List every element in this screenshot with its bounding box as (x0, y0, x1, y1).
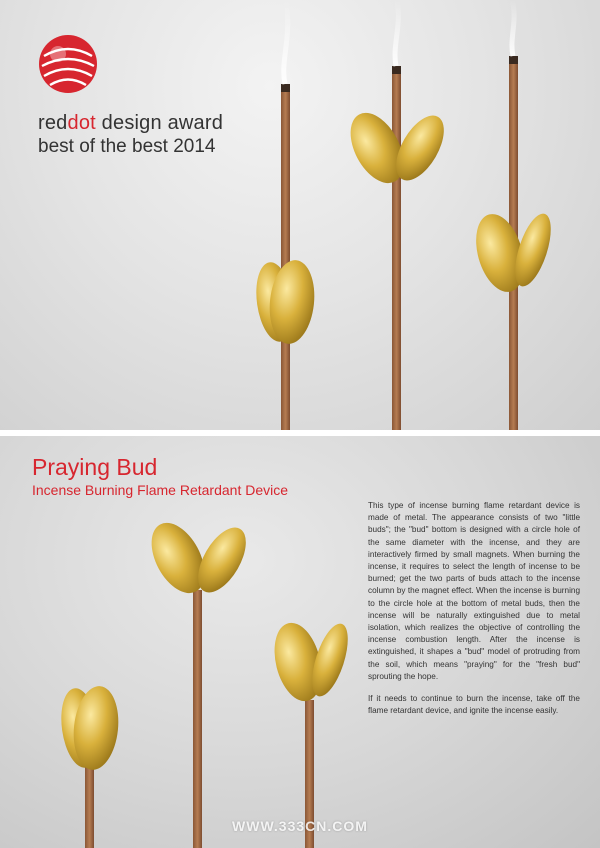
award-suffix: design award (95, 112, 224, 134)
gold-bud-top-left (252, 258, 319, 346)
award-name (38, 112, 223, 135)
product-description (368, 500, 580, 727)
description-paragraph-2: If it needs to continue to burn the incense, take off the flame retardant device, and ignite the incense easily. (368, 694, 580, 716)
gold-bud-bottom-right (267, 618, 355, 706)
gold-bud-bottom-middle (141, 514, 256, 602)
reddot-logo-icon (38, 34, 98, 94)
incense-stick-top-middle (392, 0, 401, 430)
incense-stick-top-left (281, 0, 290, 430)
award-subline: best of the best 2014 (38, 136, 216, 157)
product-subtitle: Incense Burning Flame Retardant Device (32, 482, 289, 498)
award-prefix: red (38, 112, 68, 134)
incense-stick-bottom-middle (193, 590, 202, 848)
incense-stick-bottom-left (85, 760, 94, 848)
award-highlight: dot (67, 112, 96, 134)
site-watermark: WWW.333CN.COM (232, 818, 368, 834)
product-title: Praying Bud (32, 454, 158, 480)
incense-stick-top-right (509, 0, 518, 430)
gold-bud-bottom-left (57, 684, 123, 772)
description-paragraph-1: This type of incense burning flame retardant device is made of metal. The appearance consists of two "little buds"; the "bud" bottom is designed with a circle hole of the same diameter with the incense, and they are interactively firmed by small magnets. When burning the incense, it requires to select the length of incense to be burned; get the two parts of buds attach to the incense column by the magnet effect. When the incense is burning to the circle hole at the bottom of metal buds, then the incense will be naturally extinguished due to metal isolation, which realizes the objective of controlling the incense combustion length. After the incense is extinguished, it shapes a "bud" model of protruding from the soil, which means "praying" for the "fresh bud" sprouting the hope. (368, 501, 580, 681)
